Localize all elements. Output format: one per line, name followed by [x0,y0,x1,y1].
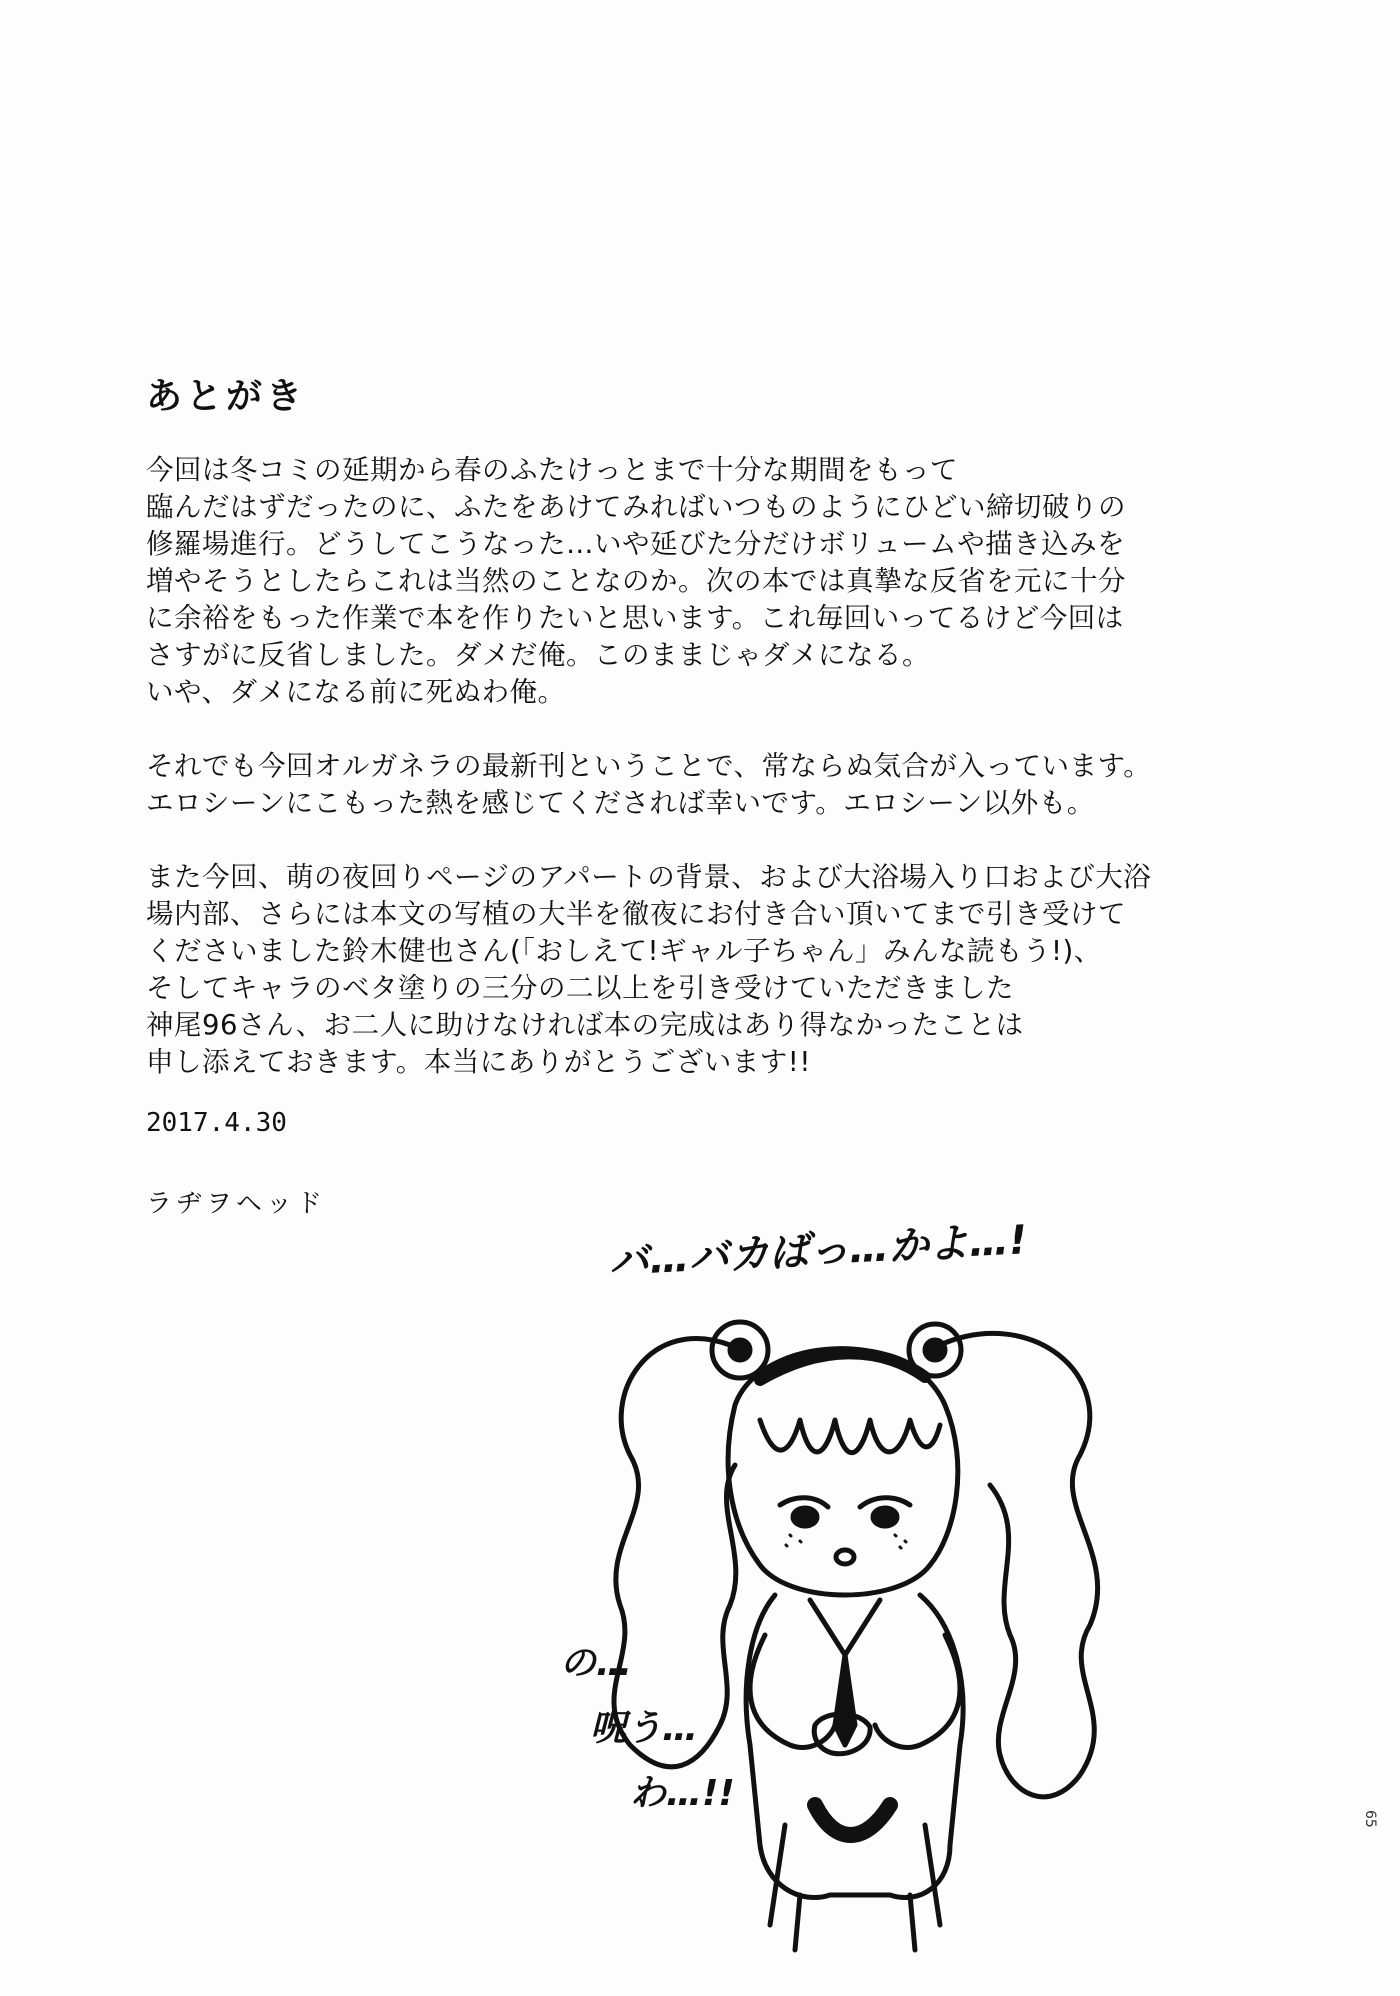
text-line: 修羅場進行。どうしてこうなった…いや延びた分だけボリュームや描き込みを [146,528,1126,560]
text-line: 神尾96さん、お二人に助けなければ本の完成はあり得なかったことは [146,1009,1024,1041]
text-line: それでも今回オルガネラの最新刊ということで、常ならぬ気合が入っています。 [146,750,1152,782]
date-line: 2017.4.30 [146,1108,287,1138]
text-line: エロシーンにこもった熱を感じてくだされば幸いです。エロシーン以外も。 [146,787,1095,819]
paragraph-2 [146,748,1276,822]
speech-bottom-1: の… [560,1643,633,1684]
chibi-character-illustration [560,1205,1250,1965]
text-line: くださいました鈴木健也さん(「おしえて!ギャル子ちゃん」みんな読もう!)、 [146,935,1102,967]
text-line: さすがに反省しました。ダメだ俺。このままじゃダメになる。 [146,639,930,671]
text-line: 場内部、さらには本文の写植の大半を徹夜にお付き合い頂いてまで引き受けて [146,898,1126,930]
text-line: いや、ダメになる前に死ぬわ俺。 [146,676,566,708]
text-line: 臨んだはずだったのに、ふたをあけてみればいつものようにひどい締切破りの [146,491,1126,523]
character-linework [614,1322,1098,1950]
page-number: 65 [1362,1810,1378,1828]
text-line: 今回は冬コミの延期から春のふたけっとまで十分な期間をもって [146,454,958,486]
text-line: また今回、萌の夜回りページのアパートの背景、および大浴場入り口および大浴 [146,861,1152,893]
speech-bottom-3: わ…!! [630,1773,735,1814]
page-title: あとがき [146,376,307,417]
text-line: に余裕をもった作業で本を作りたいと思います。これ毎回いってるけど今回は [146,602,1124,634]
paragraph-3 [146,859,1276,1081]
afterword-body [146,452,1276,1118]
author-signature: ラヂヲヘッド [146,1189,327,1219]
text-line: そしてキャラのベタ塗りの三分の二以上を引き受けていただきました [146,972,1014,1004]
text-line: 増やそうとしたらこれは当然のことなのか。次の本では真摯な反省を元に十分 [146,565,1126,597]
text-line: 申し添えておきます。本当にありがとうございます!! [146,1046,811,1078]
speech-top: バ…バカばっ…かよ…! [608,1217,1029,1285]
paragraph-1 [146,452,1276,711]
speech-bottom-2: 呪う… [590,1708,699,1749]
